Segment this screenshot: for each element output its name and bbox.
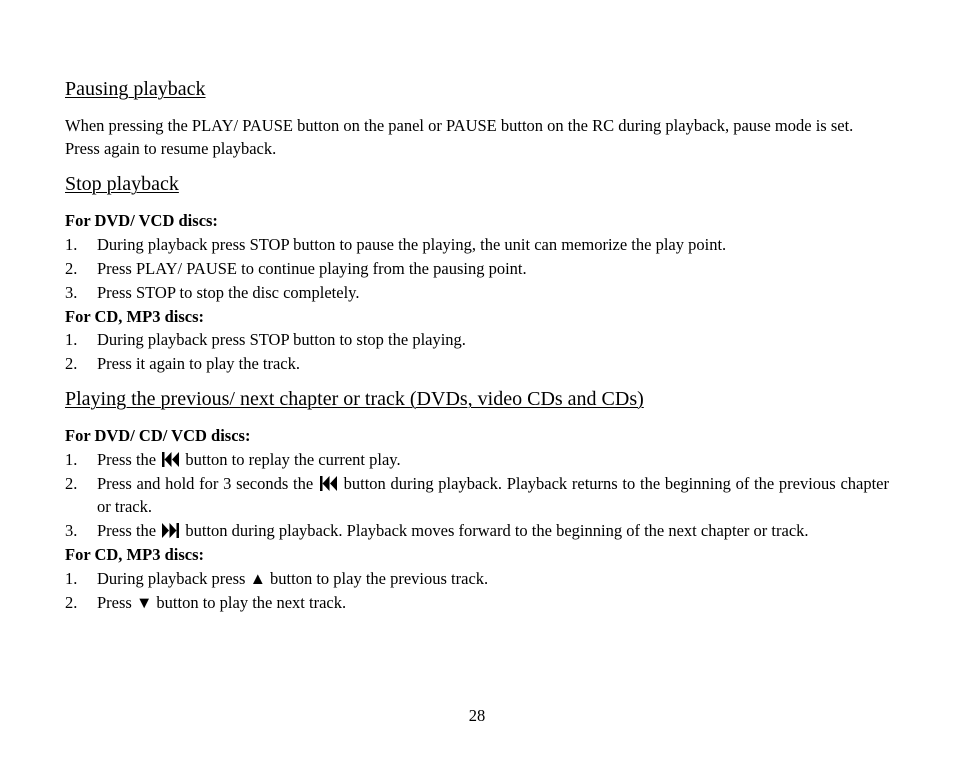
list-item [65,591,889,614]
text-before-icon: Press the [97,450,157,469]
list-number: 1. [65,235,78,254]
list-number: 3. [65,283,78,302]
skip-previous-icon [162,452,179,467]
list-number: 3. [65,521,78,540]
stop-cd-label: For CD, MP3 discs: [65,307,205,326]
prevnext-dvd-label: For DVD/ CD/ VCD discs: [65,426,251,445]
page-number: 28 [468,706,486,725]
prevnext-cd-label: For CD, MP3 discs: [65,545,205,564]
stop-dvd-label: For DVD/ VCD discs: [65,211,218,230]
list-item [65,233,889,256]
list-number: 1. [65,569,78,588]
list-text: During playback press STOP button to pause the playing, the unit can memorize the play point. [97,235,727,254]
list-item [65,281,889,304]
list-item [65,567,889,590]
list-number: 2. [65,259,78,278]
heading-stop-playback: Stop playback [65,173,179,195]
list-item [65,519,889,542]
text-before-icon: Press and hold for 3 seconds the [97,474,314,493]
list-number: 2. [65,593,78,612]
skip-previous-icon [320,476,337,491]
list-text: During playback press ▲ button to play the previous track. [97,569,489,588]
list-item [65,328,889,351]
list-text: Press PLAY/ PAUSE to continue playing from the pausing point. [97,259,527,278]
list-text: During playback press STOP button to stop the playing. [97,330,466,349]
pausing-description: When pressing the PLAY/ PAUSE button on the panel or PAUSE button on the RC during playback, pause mode is set. Press again to resume playback. [65,116,854,158]
list-text: Press STOP to stop the disc completely. [97,283,360,302]
skip-next-icon [162,523,179,538]
list-item [65,448,889,471]
list-text [97,448,889,471]
heading-pausing-playback: Pausing playback [65,78,206,100]
text-after-icon: button to replay the current play. [185,450,401,469]
list-item [65,257,889,280]
list-item [65,352,889,375]
heading-previous-next: Playing the previous/ next chapter or track (DVDs, video CDs and CDs) [65,388,644,410]
list-item [65,472,889,518]
list-number: 2. [65,474,78,493]
text-before-icon: Press the [97,521,157,540]
list-text [97,472,889,518]
list-text [97,519,889,542]
list-number: 1. [65,330,78,349]
text-after-icon: button during playback. Playback moves forward to the beginning of the next chapter or track. [185,521,809,540]
list-text: Press it again to play the track. [97,354,300,373]
list-text: Press ▼ button to play the next track. [97,593,347,612]
list-number: 2. [65,354,78,373]
text-after-icon: button during playback. Playback returns to the beginning of the previous chapter or track. [97,474,889,516]
list-number: 1. [65,450,78,469]
